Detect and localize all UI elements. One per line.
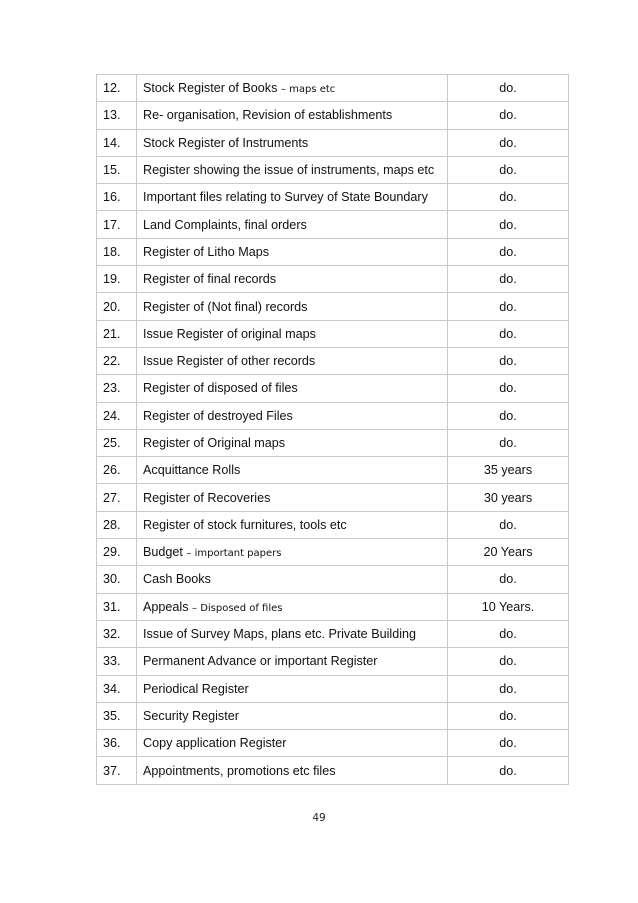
table-row — [97, 429, 569, 456]
table-row — [97, 566, 569, 593]
retention-period: do. — [448, 320, 569, 347]
table-row — [97, 75, 569, 102]
record-description — [137, 730, 448, 757]
record-description — [137, 566, 448, 593]
table-row — [97, 266, 569, 293]
row-number: 28. — [97, 511, 137, 538]
row-number: 30. — [97, 566, 137, 593]
record-title: Periodical Register — [143, 681, 249, 696]
table-row — [97, 320, 569, 347]
row-number: 20. — [97, 293, 137, 320]
retention-period: 20 Years — [448, 539, 569, 566]
table-row — [97, 375, 569, 402]
retention-period: do. — [448, 375, 569, 402]
records-table-body — [97, 75, 569, 785]
record-description — [137, 702, 448, 729]
table-row — [97, 730, 569, 757]
retention-period: do. — [448, 102, 569, 129]
record-description — [137, 648, 448, 675]
record-description — [137, 757, 448, 784]
retention-period: do. — [448, 648, 569, 675]
row-number: 26. — [97, 457, 137, 484]
row-number: 24. — [97, 402, 137, 429]
table-row — [97, 457, 569, 484]
record-description — [137, 511, 448, 538]
records-table — [96, 74, 569, 785]
record-description — [137, 484, 448, 511]
record-title: Re- organisation, Revision of establishments — [143, 108, 393, 123]
retention-period: do. — [448, 75, 569, 102]
table-row — [97, 238, 569, 265]
record-title: Register of disposed of files — [143, 381, 298, 396]
row-number: 35. — [97, 702, 137, 729]
record-title: Security Register — [143, 708, 239, 723]
record-title: Budget — [143, 545, 183, 560]
record-description — [137, 457, 448, 484]
table-row — [97, 511, 569, 538]
row-number: 25. — [97, 429, 137, 456]
row-number: 18. — [97, 238, 137, 265]
record-description — [137, 402, 448, 429]
record-note: – maps etc — [280, 84, 336, 96]
record-title: Stock Register of Instruments — [143, 135, 309, 150]
retention-period: do. — [448, 511, 569, 538]
retention-period: do. — [448, 266, 569, 293]
record-title: Cash Books — [143, 572, 211, 587]
row-number: 27. — [97, 484, 137, 511]
record-title: Register of destroyed Files — [143, 408, 293, 423]
record-title: Appeals — [143, 599, 189, 614]
table-row — [97, 402, 569, 429]
record-description — [137, 266, 448, 293]
record-description — [137, 211, 448, 238]
record-description — [137, 347, 448, 374]
retention-period: 30 years — [448, 484, 569, 511]
row-number: 23. — [97, 375, 137, 402]
table-row — [97, 593, 569, 620]
retention-period: do. — [448, 566, 569, 593]
table-row — [97, 757, 569, 784]
retention-period: do. — [448, 184, 569, 211]
table-row — [97, 702, 569, 729]
record-title: Copy application Register — [143, 736, 287, 751]
table-row — [97, 675, 569, 702]
retention-period: do. — [448, 730, 569, 757]
record-description — [137, 184, 448, 211]
record-description — [137, 75, 448, 102]
record-note: – Disposed of files — [192, 602, 283, 614]
row-number: 34. — [97, 675, 137, 702]
record-description — [137, 593, 448, 620]
row-number: 29. — [97, 539, 137, 566]
row-number: 22. — [97, 347, 137, 374]
record-description — [137, 620, 448, 647]
record-description — [137, 238, 448, 265]
record-title: Register of Original maps — [143, 436, 286, 450]
page-number: 49 — [312, 812, 326, 824]
record-title: Register of (Not final) records — [143, 299, 308, 314]
record-description — [137, 129, 448, 156]
record-description — [137, 429, 448, 456]
retention-period: do. — [448, 402, 569, 429]
row-number: 19. — [97, 266, 137, 293]
row-number: 32. — [97, 620, 137, 647]
record-title: Issue Register of original maps — [143, 326, 316, 341]
record-description — [137, 320, 448, 347]
record-title: Register of Litho Maps — [143, 244, 269, 259]
row-number: 17. — [97, 211, 137, 238]
table-row — [97, 347, 569, 374]
record-title: Permanent Advance or important Register — [143, 654, 378, 669]
record-title: Register showing the issue of instruments, maps etc — [143, 163, 435, 178]
row-number: 13. — [97, 102, 137, 129]
table-row — [97, 211, 569, 238]
row-number: 36. — [97, 730, 137, 757]
record-title: Issue of Survey Maps, plans etc. Private Building — [143, 627, 416, 642]
record-title: Land Complaints, final orders — [143, 217, 307, 232]
table-row — [97, 293, 569, 320]
row-number: 16. — [97, 184, 137, 211]
record-note: – important papers — [186, 548, 282, 560]
row-number: 15. — [97, 156, 137, 183]
row-number: 31. — [97, 593, 137, 620]
table-row — [97, 648, 569, 675]
record-description — [137, 375, 448, 402]
retention-period: do. — [448, 156, 569, 183]
record-title: Register of Recoveries — [143, 490, 271, 505]
retention-period: do. — [448, 211, 569, 238]
table-row — [97, 102, 569, 129]
retention-period: do. — [448, 702, 569, 729]
record-description — [137, 156, 448, 183]
record-title: Stock Register of Books — [143, 81, 278, 96]
record-title: Important files relating to Survey of State Boundary — [143, 190, 428, 205]
record-title: Acquittance Rolls — [143, 463, 241, 478]
retention-period: do. — [448, 620, 569, 647]
retention-period: do. — [448, 129, 569, 156]
record-title: Issue Register of other records — [143, 354, 316, 369]
retention-period: do. — [448, 429, 569, 456]
record-title: Appointments, promotions etc files — [143, 763, 336, 778]
table-row — [97, 156, 569, 183]
row-number: 12. — [97, 75, 137, 102]
record-description — [137, 539, 448, 566]
table-row — [97, 184, 569, 211]
row-number: 37. — [97, 757, 137, 784]
record-title: Register of stock furnitures, tools etc — [143, 517, 347, 532]
row-number: 21. — [97, 320, 137, 347]
record-title: Register of final records — [143, 272, 276, 287]
row-number: 33. — [97, 648, 137, 675]
table-row — [97, 484, 569, 511]
retention-period: 10 Years. — [448, 593, 569, 620]
row-number: 14. — [97, 129, 137, 156]
retention-period: do. — [448, 293, 569, 320]
retention-period: do. — [448, 347, 569, 374]
record-description — [137, 675, 448, 702]
retention-period: 35 years — [448, 457, 569, 484]
table-row — [97, 129, 569, 156]
retention-period: do. — [448, 757, 569, 784]
table-row — [97, 539, 569, 566]
table-row — [97, 620, 569, 647]
retention-period: do. — [448, 238, 569, 265]
record-description — [137, 293, 448, 320]
retention-period: do. — [448, 675, 569, 702]
record-description — [137, 102, 448, 129]
